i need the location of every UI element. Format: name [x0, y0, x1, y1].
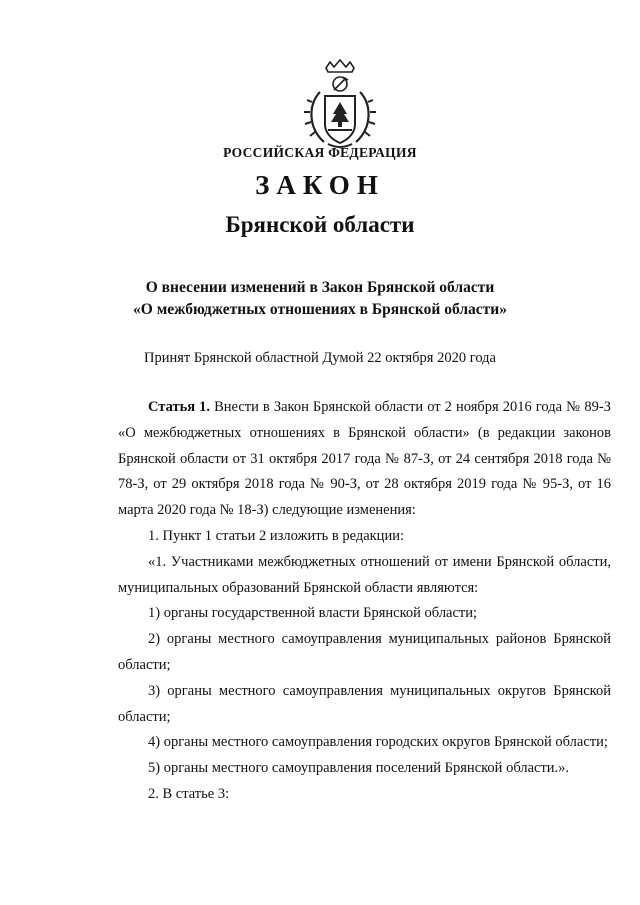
bryansk-coat-of-arms-icon — [298, 58, 382, 154]
paragraph: 5) органы местного самоуправления поселений Брянской области.». — [148, 760, 570, 777]
paragraph: 2. В статье 3: — [148, 785, 230, 802]
paragraph: «1. Участниками межбюджетных отношений от имени Брянской области, муниципальных образований Брянской области являются: — [118, 553, 611, 596]
country-heading: РОССИЙСКАЯ ФЕДЕРАЦИЯ — [223, 145, 417, 160]
document-body — [118, 395, 611, 808]
article-1-paragraph — [118, 395, 611, 524]
paragraph: 3) органы местного самоуправления муниципальных округов Брянской области; — [118, 682, 611, 725]
paragraph: 1. Пункт 1 статьи 2 изложить в редакции: — [148, 527, 404, 544]
law-subject-line-2: «О межбюджетных отношениях в Брянской области» — [133, 301, 507, 318]
adoption-note: Принят Брянской областной Думой 22 октября 2020 года — [144, 350, 496, 366]
document-type-title: ЗАКОН — [255, 170, 385, 200]
paragraph: 1) органы государственной власти Брянской области; — [148, 605, 478, 622]
article-label: Статья 1. — [148, 399, 211, 415]
region-title: Брянской области — [225, 212, 415, 237]
paragraph: 4) органы местного самоуправления городских округов Брянской области; — [148, 734, 608, 751]
article-text: Внести в Закон Брянской области от 2 ноября 2016 года № 89-З «О межбюджетных отношениях в Брянской области» (в редакции законов Брянской области от 31 октября 2017 года № 87-З, от 24 сентября 2018 года № 78-З, от 29 октября 2018 года № 90-З, от 28 октября 2019 года № 95-З, от 16 марта 2020 года № 18-З) следующие изменения: — [118, 399, 612, 519]
law-subject-line-1: О внесении изменений в Закон Брянской области — [145, 279, 495, 296]
paragraph: 2) органы местного самоуправления муниципальных районов Брянской области; — [118, 631, 611, 673]
